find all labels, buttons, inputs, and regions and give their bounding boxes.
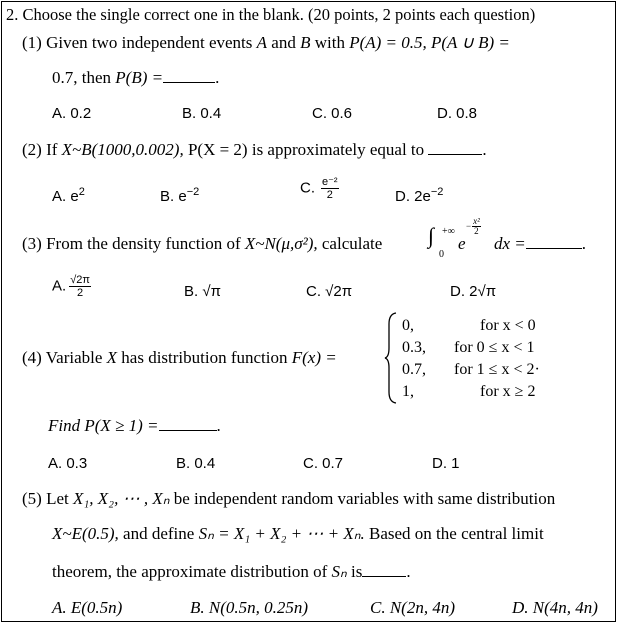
case-condition: for x ≥ 2 [480, 383, 536, 400]
q2-option-d[interactable]: D. $2e^{-2}$ [395, 186, 444, 205]
q3-option-b[interactable]: B. √π [184, 283, 221, 300]
q5-option-d[interactable]: D. N(4n, 4n) [512, 598, 598, 617]
q1-stem-continued: 0.7, then P(B) = . [52, 68, 220, 87]
case-condition: for x < 0 [480, 317, 536, 334]
answer-blank[interactable] [428, 140, 482, 155]
integral-sign: ∫ [428, 223, 435, 248]
q3-option-d[interactable]: D. 2√π [450, 283, 497, 300]
q3-option-a[interactable]: A. $\frac{√2\pi}{2}$ [52, 274, 90, 299]
case-condition: for 0 ≤ x < 1 [454, 339, 535, 356]
q4-option-b[interactable]: B. 0.4 [176, 455, 216, 472]
q3-stem: (3) From the density function of X~N(μ,σ²), calculate [22, 234, 383, 253]
answer-blank[interactable] [163, 68, 215, 83]
answer-blank[interactable] [362, 562, 406, 577]
q1-option-a[interactable]: A. 0.2 [52, 105, 92, 122]
q5-option-a[interactable]: A. E(0.5n) [52, 598, 123, 617]
q2-option-a[interactable]: A. $e^2$ [52, 186, 85, 205]
q4-option-d[interactable]: D. 1 [432, 455, 460, 472]
q5-stem-end: theorem, the approximate distribution of Sₙ is . [52, 562, 411, 581]
q4-find: Find P(X ≥ 1) = . [48, 416, 221, 435]
q4-stem: (4) Variable X has distribution function F(x) = [22, 348, 337, 367]
piecewise-brace [384, 312, 398, 404]
exp-frac: − $\frac{\text{x²}}{2}$ [466, 216, 480, 237]
answer-blank[interactable] [526, 234, 582, 249]
q4-option-a[interactable]: A. 0.3 [48, 455, 88, 472]
q1-option-b[interactable]: B. 0.4 [182, 105, 222, 122]
q3-dx: dx = . [494, 234, 587, 253]
q5-option-b[interactable]: B. N(0.5n, 0.25n) [190, 598, 309, 617]
case-value: 0.7, [402, 361, 426, 378]
case-condition: for 1 ≤ x < 2· [454, 361, 540, 378]
section-header: 2. Choose the single correct one in the blank. (20 points, 2 points each question) [6, 5, 536, 24]
integral-upper: +∞ [442, 226, 455, 237]
case-value: 1, [402, 383, 414, 400]
case-value: 0, [402, 317, 414, 334]
q5-option-c[interactable]: C. N(2n, 4n) [370, 598, 455, 617]
q5-stem: (5) Let X₁, X₂, ⋯ , Xₙ be independent random variables with same distribution [22, 489, 556, 508]
case-value: 0.3, [402, 339, 426, 356]
q1-stem: (1) Given two independent events A and B with P(A) = 0.5, P(A ∪ B) = [22, 33, 510, 52]
q1-option-d[interactable]: D. 0.8 [437, 105, 478, 122]
q4-option-c[interactable]: C. 0.7 [303, 455, 344, 472]
q1-option-c[interactable]: C. 0.6 [312, 105, 353, 122]
q2-option-c[interactable]: C. $\frac{\text{e⁻²}}{2}$ [300, 176, 338, 201]
q3-option-c[interactable]: C. √2π [306, 283, 353, 300]
answer-blank[interactable] [159, 416, 217, 431]
q2-stem: (2) If X~B(1000,0.002), P(X = 2) is approximately equal to . [22, 140, 487, 159]
exp-base: e [458, 234, 466, 253]
integral-lower: 0 [439, 249, 444, 260]
q2-option-b[interactable]: B. $e^{-2}$ [160, 186, 200, 205]
q5-stem-continued: X~E(0.5), and define Sₙ = X₁ + X₂ + ⋯ + Xₙ. Based on the central limit [52, 524, 544, 543]
